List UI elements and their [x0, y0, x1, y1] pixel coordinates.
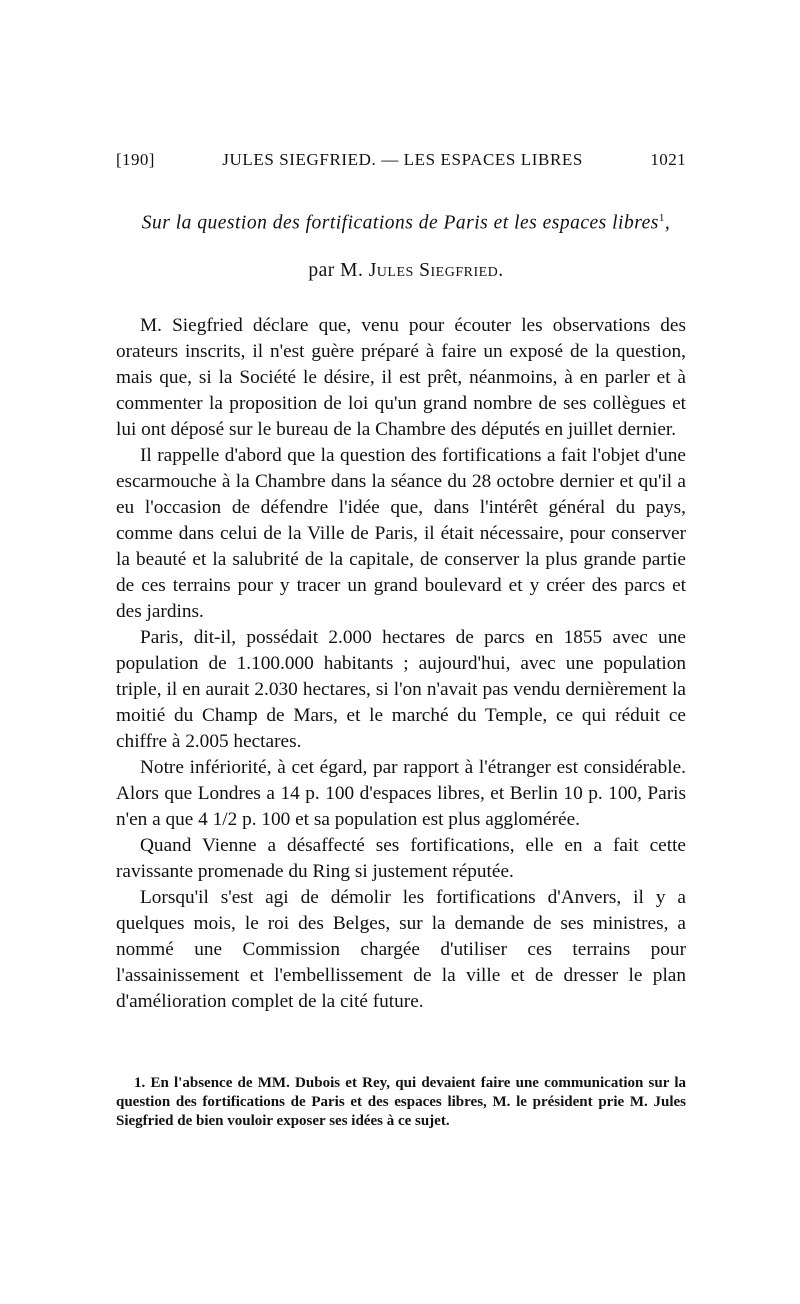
article-title-text: Sur la question des fortifications de Paris et les espaces libres [141, 212, 659, 234]
byline-punctuation: . [498, 260, 504, 281]
page-number: 1021 [650, 150, 686, 169]
body-paragraph: M. Siegfried déclare que, venu pour écouter les observations des orateurs inscrits, il n'est guère préparé à faire un exposé de la question, mais que, si la Société le désire, il est prêt, néanmoins, à en parler et à commenter la proposition de loi qu'un grand nombre de ses collègues et lui ont déposé sur le bureau de la Chambre des députés en juillet dernier. [116, 315, 686, 440]
body-paragraph: Il rappelle d'abord que la question des fortifications a fait l'objet d'une escarmouche à la Chambre dans la séance du 28 octobre dernier et qu'il a eu l'occasion de défendre l'idée que, dans l'intérêt général du pays, comme dans celui de la Ville de Paris, il était nécessaire, pour conserver la beauté et la salubrité de la capitale, de conserver la plus grande partie de ces terrains pour y tracer un grand boulevard et y créer des parcs et des jardins. [116, 445, 686, 622]
footnote-text: 1. En l'absence de MM. Dubois et Rey, qui devaient faire une communication sur la question des fortifications de Paris et des espaces libres, M. le président prie M. Jules Siegfried de bien vouloir exposer ses idées à ce sujet. [116, 1075, 686, 1129]
article-title-punctuation: , [664, 212, 671, 234]
footnote [116, 1074, 686, 1131]
running-head [116, 150, 686, 170]
author-name: Jules Siegfried [368, 260, 499, 281]
article-title [116, 212, 696, 235]
article-body [116, 313, 686, 1015]
running-head-section-number: [190] [116, 150, 155, 169]
running-head-title: JULES SIEGFRIED. — LES ESPACES LIBRES [222, 150, 583, 169]
body-paragraph: Lorsqu'il s'est agi de démolir les fortifications d'Anvers, il y a quelques mois, le roi des Belges, sur la demande de ses ministres, a nommé une Commission chargée d'utiliser ces terrains pour l'assainissement et l'embellissement de la ville et de dresser le plan d'amélioration complet de la cité future. [116, 887, 686, 1012]
article-byline [116, 260, 696, 282]
body-paragraph: Quand Vienne a désaffecté ses fortifications, elle en a fait cette ravissante promenade du Ring si justement réputée. [116, 835, 686, 882]
body-paragraph: Notre infériorité, à cet égard, par rapport à l'étranger est considérable. Alors que Londres a 14 p. 100 d'espaces libres, et Berlin 10 p. 100, Paris n'en a que 4 1/2 p. 100 et sa population est plus agglomérée. [116, 757, 686, 830]
body-paragraph: Paris, dit-il, possédait 2.000 hectares de parcs en 1855 avec une population de 1.100.000 habitants ; aujourd'hui, avec une population triple, il en aurait 2.030 hectares, si l'on n'avait pas vendu dernièrement la moitié du Champ de Mars, et le marché du Temple, ce qui réduit ce chiffre à 2.005 hectares. [116, 627, 686, 752]
footnote-reference: 1 [658, 212, 665, 224]
byline-prefix: par M. [308, 260, 369, 281]
